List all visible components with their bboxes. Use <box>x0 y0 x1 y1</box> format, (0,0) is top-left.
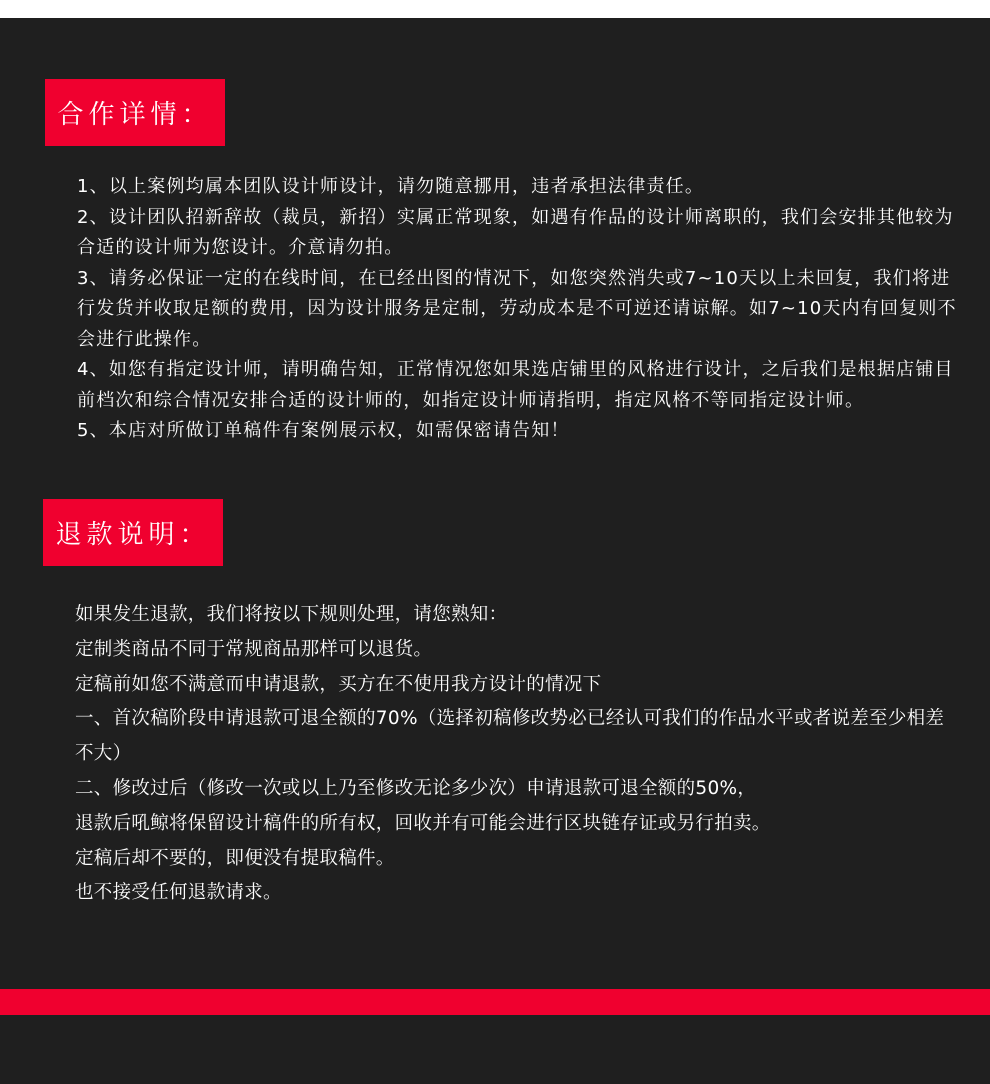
refund-heading: 退款说明： <box>43 499 223 566</box>
refund-item: 一、首次稿阶段申请退款可退全额的70%（选择初稿修改势必已经认可我们的作品水平或者说差至少相差不大） <box>75 708 945 765</box>
refund-item: 定稿后却不要的，即便没有提取稿件。 <box>75 847 395 869</box>
refund-item: 定制类商品不同于常规商品那样可以退货。 <box>75 638 433 660</box>
cooperation-list <box>77 172 957 447</box>
refund-item: 如果发生退款，我们将按以下规则处理，请您熟知： <box>75 604 508 625</box>
refund-list <box>75 598 955 911</box>
refund-item: 退款后吼鲸将保留设计稿件的所有权，回收并有可能会进行区块链存证或另行拍卖。 <box>75 812 771 834</box>
refund-item: 也不接受任何退款请求。 <box>75 882 282 904</box>
cooperation-item: 2、设计团队招新辞故（裁员，新招）实属正常现象，如遇有作品的设计师离职的，我们会安排其他较为合适的设计师为您设计。介意请勿拍。 <box>77 206 954 258</box>
cooperation-heading: 合作详情： <box>45 79 225 146</box>
bottom-accent-bar <box>0 989 990 1015</box>
refund-item: 定稿前如您不满意而申请退款，买方在不使用我方设计的情况下 <box>75 673 602 695</box>
cooperation-item: 4、如您有指定设计师，请明确告知，正常情况您如果选店铺里的风格进行设计，之后我们是根据店铺目前档次和综合情况安排合适的设计师的，如指定设计师请指明，指定风格不等同指定设计师。 <box>77 359 954 411</box>
top-white-strip <box>0 0 990 18</box>
cooperation-item: 5、本店对所做订单稿件有案例展示权，如需保密请告知！ <box>77 420 570 441</box>
cooperation-item: 3、请务必保证一定的在线时间，在已经出图的情况下，如您突然消失或7~10天以上未回复，我们将进行发货并收取足额的费用，因为设计服务是定制，劳动成本是不可逆还请谅解。如7~10天内有回复则不会进行此操作。 <box>77 267 957 350</box>
refund-item: 二、修改过后（修改一次或以上乃至修改无论多少次）申请退款可退全额的50%， <box>75 777 757 799</box>
cooperation-item: 1、以上案例均属本团队设计师设计，请勿随意挪用，违者承担法律责任。 <box>77 176 705 197</box>
